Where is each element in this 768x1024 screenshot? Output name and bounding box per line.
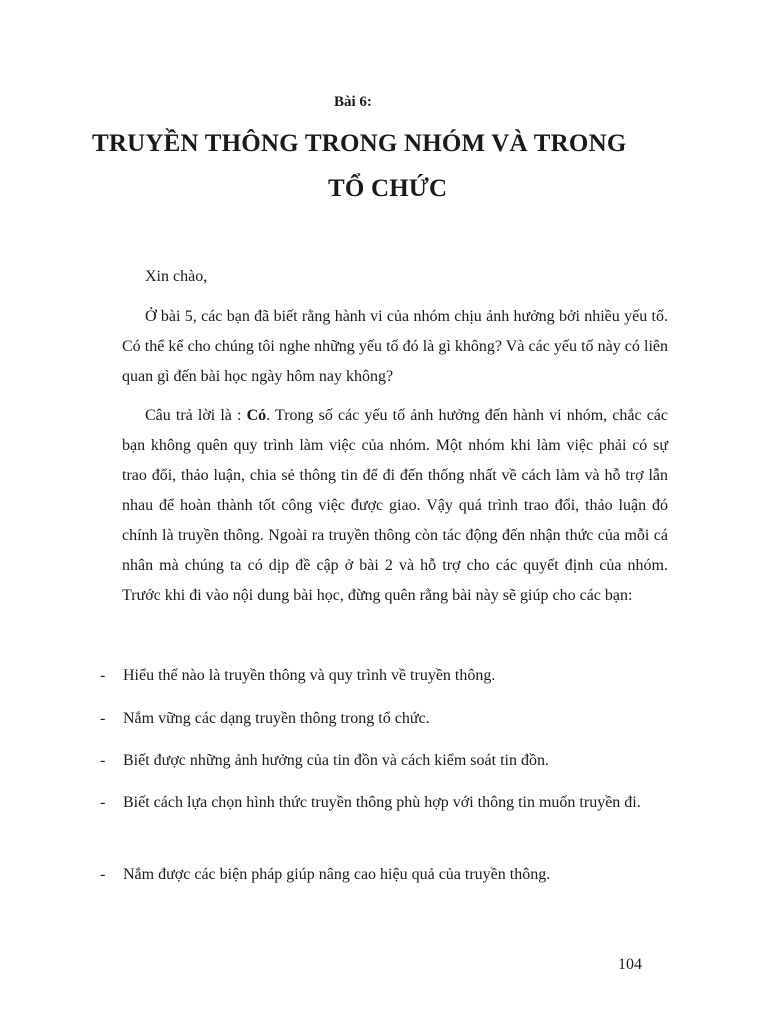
list-item-text: Biết được những ảnh hưởng của tin đồn và cách kiểm soát tin đồn. xyxy=(123,752,549,769)
lesson-label: Bài 6: xyxy=(334,94,372,110)
list-item-text: Nắm được các biện pháp giúp nâng cao hiệu quả của truyền thông. xyxy=(123,866,551,883)
paragraph-1: Ở bài 5, các bạn đã biết rằng hành vi của nhóm chịu ảnh hưởng bởi nhiều yếu tố. Có thể kể cho chúng tôi nghe những yếu tố đó là gì không? Và các yếu tố này có liên quan gì đến bài học ngày hôm nay không? xyxy=(122,308,668,385)
greeting: Xin chào, xyxy=(145,268,208,285)
list-item-text: Nắm vững các dạng truyền thông trong tổ chức. xyxy=(123,710,430,727)
lesson-title-line-2: TỔ CHỨC xyxy=(328,175,448,202)
bullet-dash: - xyxy=(100,667,106,684)
paragraph-2-lead: Câu trả lời là : xyxy=(145,407,247,424)
lesson-title-line-1: TRUYỀN THÔNG TRONG NHÓM VÀ TRONG xyxy=(92,130,627,157)
bullet-dash: - xyxy=(100,752,106,769)
list-item xyxy=(100,860,668,890)
paragraph-2-rest: . Trong số các yếu tố ảnh hưởng đến hành vi nhóm, chắc các bạn không quên quy trình làm việc của nhóm. Một nhóm khi làm việc phải có sự trao đổi, thảo luận, chia sẻ thông tin để đi đến thống nhất về cách làm và hỗ trợ lẫn nhau để hoàn thành tốt công việc được giao. Vậy quá trình trao đổi, thảo luận đó chính là truyền thông. Ngoài ra truyền thông còn tác động đến nhận thức của mỗi cá nhân mà chúng ta có dịp đề cập ở bài 2 và hỗ trợ cho các quyết định của nhóm. Trước khi đi vào nội dung bài học, đừng quên rằng bài này sẽ giúp cho các bạn: xyxy=(122,407,669,604)
bullet-dash: - xyxy=(100,710,106,727)
page-number: 104 xyxy=(618,956,642,973)
list-item-text: Biết cách lựa chọn hình thức truyền thông phù hợp với thông tin muốn truyền đi. xyxy=(123,794,641,811)
list-item xyxy=(100,661,668,691)
bullet-dash: - xyxy=(100,866,106,883)
paragraph-2-answer: Có xyxy=(246,407,267,424)
list-item xyxy=(100,746,668,776)
list-item-text: Hiểu thế nào là truyền thông và quy trình về truyền thông. xyxy=(123,667,496,684)
paragraph-2 xyxy=(122,401,668,611)
bullet-dash: - xyxy=(100,794,106,811)
list-item xyxy=(100,704,668,734)
list-item xyxy=(100,788,668,818)
